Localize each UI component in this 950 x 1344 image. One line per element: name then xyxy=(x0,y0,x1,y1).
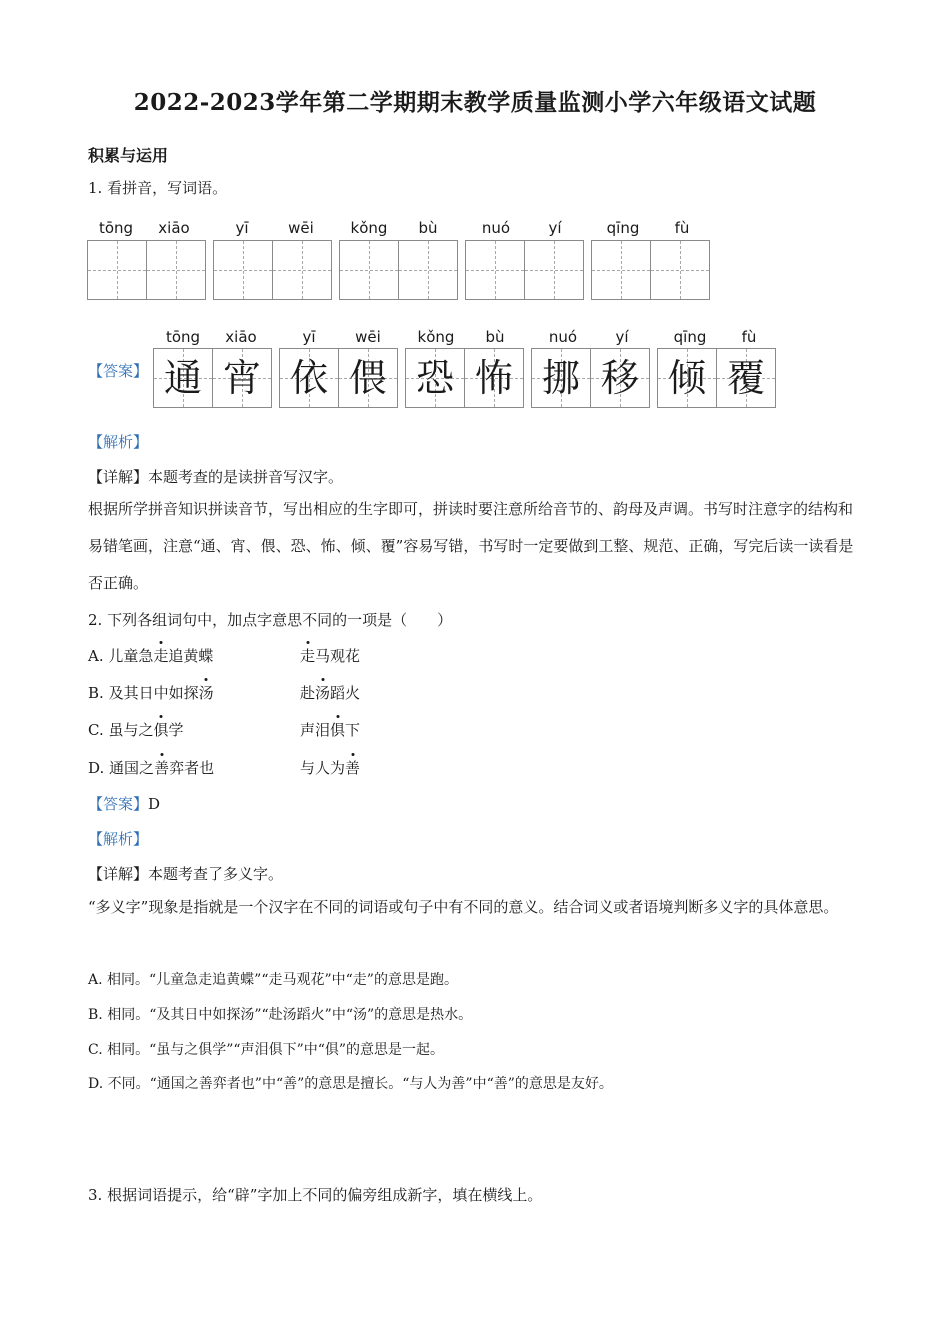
answer-char: 挪 xyxy=(541,356,580,400)
page-title: 2022-2023学年第二学期期末教学质量监测小学六年级语文试题 xyxy=(133,89,817,116)
tian-grid-cell[interactable] xyxy=(340,241,399,299)
detail-text: 本题考查了多义字。 xyxy=(148,865,284,883)
option-a-left: A. 儿童急走追黄蝶 xyxy=(88,647,214,665)
q3-stem: 3. 根据词语提示，给“辟”字加上不同的偏旁组成新字，填在横线上。 xyxy=(88,1186,543,1204)
q2-analysis-label: 【解析】 xyxy=(88,830,149,848)
q1-answer-grid xyxy=(153,348,783,408)
tian-grid-pair xyxy=(405,348,524,408)
tian-grid-pair xyxy=(531,348,650,408)
option-c-left: C. 虽与之俱学 xyxy=(88,721,184,739)
tian-grid-cell[interactable] xyxy=(147,241,205,299)
tian-grid-cell[interactable] xyxy=(592,241,651,299)
answer-cell xyxy=(406,349,465,407)
emphasis-char: 汤 xyxy=(198,684,214,702)
q1-stem: 1. 看拼音，写词语。 xyxy=(88,179,228,197)
tian-grid-pair xyxy=(153,348,272,408)
tian-grid-cell[interactable] xyxy=(651,241,709,299)
pinyin: fù xyxy=(741,328,757,346)
q1-explanation: 根据所学拼音知识拼读音节，写出相应的生字即可，拼读时要注意所给音节的、韵母及声调。书写时注意字的结构和易错笔画，注意“通、宵、偎、恐、怖、倾、覆”容易写错，书写时一定要做到工整、规范、正确，写完后读一读看是否正确。 xyxy=(88,500,854,592)
pinyin: nuó xyxy=(548,328,578,346)
pinyin: wēi xyxy=(288,219,314,237)
q1-detail xyxy=(88,466,343,487)
tian-grid-pair xyxy=(87,240,206,300)
answer-char: 通 xyxy=(163,356,202,400)
pinyin: tōng xyxy=(98,219,134,237)
answer-cell xyxy=(280,349,339,407)
tian-grid-pair xyxy=(591,240,710,300)
q2-explanation-a: A. 相同。“儿童急走追黄蝶”“走马观花”中“走”的意思是跑。 xyxy=(88,972,458,988)
pinyin: yí xyxy=(615,328,629,346)
emphasis-char: 善 xyxy=(345,759,361,777)
answer-char: 偎 xyxy=(348,356,387,400)
answer-char: 覆 xyxy=(726,356,765,400)
answer-char: 恐 xyxy=(415,356,454,400)
tian-grid-cell[interactable] xyxy=(273,241,331,299)
q2-explanation-b: B. 相同。“及其日中如探汤”“赴汤蹈火”中“汤”的意思是热水。 xyxy=(88,1007,473,1023)
option-d-left: D. 通国之善弈者也 xyxy=(88,759,215,777)
answer-cell xyxy=(154,349,213,407)
option-b-right: 赴汤蹈火 xyxy=(300,684,361,702)
pinyin: kǒng xyxy=(350,219,388,237)
answer-char: 移 xyxy=(600,356,639,400)
tian-grid-cell[interactable] xyxy=(466,241,525,299)
emphasis-char: 走 xyxy=(300,647,316,665)
pinyin: qīng xyxy=(606,219,640,237)
option-b-left: B. 及其日中如探汤 xyxy=(88,684,214,702)
pinyin: kǒng xyxy=(417,328,455,346)
detail-text: 本题考查的是读拼音写汉字。 xyxy=(148,468,344,486)
answer-char: 依 xyxy=(289,356,328,400)
answer-char: 宵 xyxy=(222,356,261,400)
option-c-right: 声泪俱下 xyxy=(300,721,361,739)
answer-cell xyxy=(339,349,397,407)
tian-grid-pair xyxy=(657,348,776,408)
emphasis-char: 俱 xyxy=(330,721,346,739)
tian-grid-pair xyxy=(339,240,458,300)
q2-explanation-d: D. 不同。“通国之善弈者也”中“善”的意思是擅长。“与人为善”中“善”的意思是友好。 xyxy=(88,1076,613,1092)
option-d-right: 与人为善 xyxy=(300,759,361,777)
pinyin: fù xyxy=(674,219,690,237)
tian-grid-pair xyxy=(213,240,332,300)
q2-stem: 2. 下列各组词句中，加点字意思不同的一项是（ ） xyxy=(88,611,453,629)
pinyin: bù xyxy=(418,219,438,237)
q1-blank-grid xyxy=(87,240,717,300)
emphasis-char: 善 xyxy=(154,759,170,777)
answer-char: 怖 xyxy=(474,356,513,400)
tian-grid-cell[interactable] xyxy=(525,241,583,299)
detail-label: 【详解】 xyxy=(88,865,149,883)
pinyin: wēi xyxy=(355,328,381,346)
q2-answer xyxy=(88,793,160,814)
pinyin: yí xyxy=(548,219,562,237)
answer-char: 倾 xyxy=(667,356,706,400)
pinyin: xiāo xyxy=(158,219,190,237)
pinyin: nuó xyxy=(481,219,511,237)
option-a-right: 走马观花 xyxy=(300,647,361,665)
tian-grid-cell[interactable] xyxy=(399,241,457,299)
answer-cell xyxy=(658,349,717,407)
tian-grid-cell[interactable] xyxy=(88,241,147,299)
section-heading: 积累与运用 xyxy=(88,146,169,165)
tian-grid-pair xyxy=(279,348,398,408)
tian-grid-cell[interactable] xyxy=(214,241,273,299)
q2-explanation-c: C. 相同。“虽与之俱学”“声泪俱下”中“俱”的意思是一起。 xyxy=(88,1042,445,1058)
answer-cell xyxy=(465,349,523,407)
emphasis-char: 走 xyxy=(153,647,169,665)
answer-label: 【答案】 xyxy=(88,795,149,813)
q2-detail xyxy=(88,863,283,884)
answer-cell xyxy=(717,349,775,407)
pinyin: xiāo xyxy=(225,328,257,346)
answer-value: D xyxy=(148,795,161,813)
pinyin: yī xyxy=(302,328,316,346)
q1-analysis-label: 【解析】 xyxy=(88,433,149,451)
pinyin: yī xyxy=(235,219,249,237)
q1-answer-label: 【答案】 xyxy=(88,362,149,380)
detail-label: 【详解】 xyxy=(88,468,149,486)
q2-explanation: “多义字”现象是指就是一个汉字在不同的词语或句子中有不同的意义。结合词义或者语境判断多义字的具体意思。 xyxy=(88,898,839,916)
answer-cell xyxy=(532,349,591,407)
pinyin: bù xyxy=(485,328,505,346)
tian-grid-pair xyxy=(465,240,584,300)
pinyin: tōng xyxy=(165,328,201,346)
emphasis-char: 俱 xyxy=(153,721,169,739)
answer-cell xyxy=(591,349,649,407)
answer-cell xyxy=(213,349,271,407)
emphasis-char: 汤 xyxy=(315,684,331,702)
pinyin: qīng xyxy=(673,328,707,346)
